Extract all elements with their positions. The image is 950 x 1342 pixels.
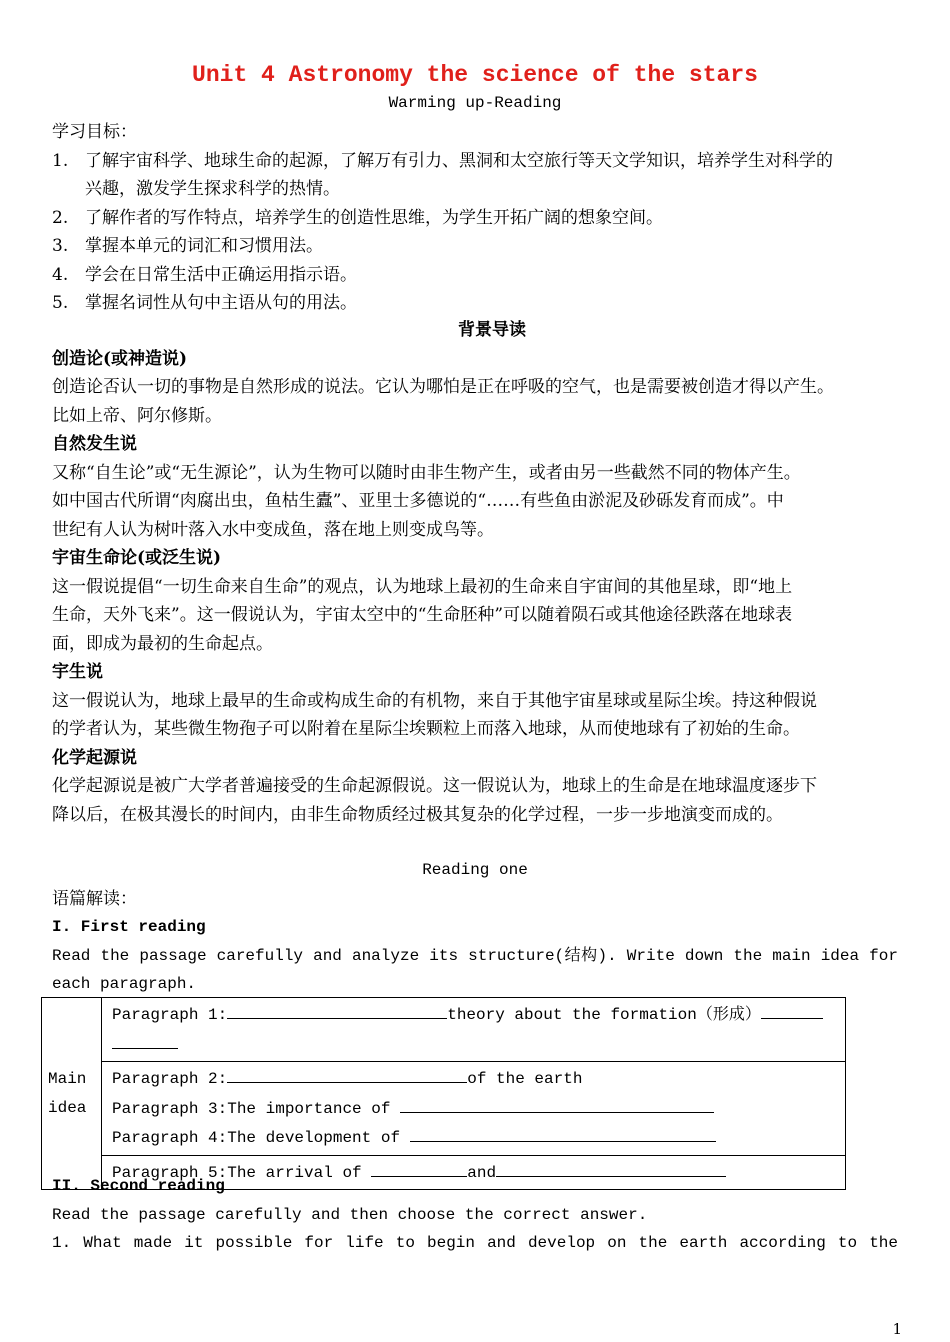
paragraph-1-mid: theory about the formation（形成） bbox=[447, 1006, 761, 1024]
objective-number: 1. bbox=[52, 150, 69, 171]
section-line: 面，即成为最初的生命起点。 bbox=[52, 633, 273, 654]
objective-number: 5. bbox=[52, 293, 69, 313]
objective-item bbox=[52, 204, 912, 233]
main-idea-label-line: idea bbox=[48, 1098, 87, 1117]
objective-text: 掌握名词性从句中主语从句的用法。 bbox=[85, 293, 357, 313]
paragraph-3-prefix: Paragraph 3:The importance of bbox=[112, 1099, 391, 1118]
objectives-section bbox=[52, 118, 912, 318]
section-line: 又称“自生论”或“无生源论”，认为生物可以随时由非生物产生，或者由另一些截然不同的物体产生。 bbox=[52, 462, 801, 483]
main-idea-table bbox=[41, 997, 846, 1190]
paragraph-4-blank[interactable] bbox=[410, 1123, 716, 1142]
second-reading-instruction: Read the passage carefully and then choose the correct answer. bbox=[52, 1205, 648, 1224]
section-subtitle: Warming up-Reading bbox=[388, 94, 562, 112]
paragraph-1-prefix: Paragraph 1: bbox=[112, 1006, 228, 1024]
background-heading: 背景导读 bbox=[458, 320, 526, 340]
section-title: 宇生说 bbox=[52, 662, 103, 682]
section-line: 这一假说提倡“一切生命来自生命”的观点，认为地球上最初的生命来自宇宙间的其他星球，即“地上 bbox=[52, 576, 793, 597]
section-line: 的学者认为，某些微生物孢子可以附着在星际尘埃颗粒上而落入地球，从而使地球有了初始的生命。 bbox=[52, 719, 800, 739]
objective-text: 掌握本单元的词汇和习惯用法。 bbox=[85, 236, 323, 256]
main-idea-label bbox=[42, 998, 102, 1190]
paragraph-5-mid: and bbox=[467, 1163, 497, 1182]
paragraph-1-blank[interactable] bbox=[227, 1000, 447, 1019]
objective-number: 4. bbox=[52, 264, 69, 285]
objective-item bbox=[52, 147, 912, 176]
page-number: 1 bbox=[892, 1320, 902, 1338]
objective-item bbox=[52, 261, 912, 290]
first-reading-title: I. First reading bbox=[52, 918, 206, 936]
reading-one-section bbox=[52, 856, 898, 999]
section-line: 这一假说认为，地球上最早的生命或构成生命的有机物，来自于其他宇宙星球或星际尘埃。持这种假说 bbox=[52, 690, 817, 711]
objective-text: 了解作者的写作特点，培养学生的创造性思维，为学生开拓广阔的想象空间。 bbox=[85, 207, 663, 228]
paragraph-4-prefix: Paragraph 4:The development of bbox=[112, 1129, 401, 1147]
first-reading-instruction-cont: each paragraph. bbox=[52, 975, 197, 993]
section-line: 如中国古代所谓“肉腐出虫，鱼枯生蠹”、亚里士多德说的“……有些鱼由淤泥及砂砾发育而成”。中 bbox=[52, 491, 784, 511]
main-idea-label-line: Main bbox=[48, 1070, 87, 1088]
section-title: 化学起源说 bbox=[52, 747, 137, 768]
section-line: 降以后，在极其漫长的时间内，由非生命物质经过极其复杂的化学过程，一步一步地演变而成的。 bbox=[52, 804, 783, 825]
objective-number: 3. bbox=[52, 236, 69, 256]
paragraph-2-blank[interactable] bbox=[227, 1064, 467, 1083]
question-1: 1. What made it possible for life to begin and develop on the earth according to the bbox=[52, 1234, 898, 1252]
objective-text-cont: 兴趣，激发学生探求科学的热情。 bbox=[85, 179, 340, 199]
reading-intro: 语篇解读： bbox=[52, 888, 137, 909]
section-line: 比如上帝、阿尔修斯。 bbox=[52, 405, 222, 426]
objective-text: 学会在日常生活中正确运用指示语。 bbox=[85, 264, 357, 285]
section-title: 创造论(或神造说) bbox=[52, 348, 188, 369]
objective-number: 2. bbox=[52, 207, 69, 228]
background-section bbox=[52, 316, 932, 829]
paragraph-2-suffix: of the earth bbox=[467, 1070, 583, 1088]
paragraph-1-blank-2[interactable] bbox=[761, 1000, 823, 1019]
section-line: 世纪有人认为树叶落入水中变成鱼，落在地上则变成鸟等。 bbox=[52, 519, 494, 540]
first-reading-instruction: Read the passage carefully and analyze its structure(结构). Write down the main idea for bbox=[52, 946, 898, 965]
section-title: 宇宙生命论(或泛生说) bbox=[52, 548, 222, 568]
objectives-heading: 学习目标： bbox=[52, 122, 137, 142]
reading-one-heading: Reading one bbox=[422, 861, 528, 879]
unit-title: Unit 4 Astronomy the science of the stars bbox=[192, 62, 758, 88]
paragraphs-2-4-cell bbox=[102, 1062, 846, 1156]
second-reading-section bbox=[52, 1172, 898, 1258]
paragraph-3-blank[interactable] bbox=[400, 1094, 714, 1113]
paragraph-5-prefix: Paragraph 5:The arrival of bbox=[112, 1163, 362, 1182]
objective-item bbox=[52, 232, 912, 261]
section-line: 化学起源说是被广大学者普遍接受的生命起源假说。这一假说认为，地球上的生命是在地球温度逐步下 bbox=[52, 776, 817, 796]
section-line: 生命，天外飞来”。这一假说认为，宇宙太空中的“生命胚种”可以随着陨石或其他途径跌落在地球表 bbox=[52, 605, 793, 625]
objective-item bbox=[52, 289, 912, 318]
section-title: 自然发生说 bbox=[52, 434, 137, 454]
section-line: 创造论否认一切的事物是自然形成的说法。它认为哪怕是正在呼吸的空气，也是需要被创造才得以产生。 bbox=[52, 377, 834, 397]
paragraph-2-prefix: Paragraph 2: bbox=[112, 1070, 228, 1088]
second-reading-title: II. Second reading bbox=[52, 1177, 225, 1195]
paragraph-1-blank-3[interactable] bbox=[112, 1030, 178, 1049]
paragraph-1-cell bbox=[102, 998, 846, 1062]
objective-text: 了解宇宙科学、地球生命的起源，了解万有引力、黑洞和太空旅行等天文学知识，培养学生对科学的 bbox=[85, 150, 833, 171]
